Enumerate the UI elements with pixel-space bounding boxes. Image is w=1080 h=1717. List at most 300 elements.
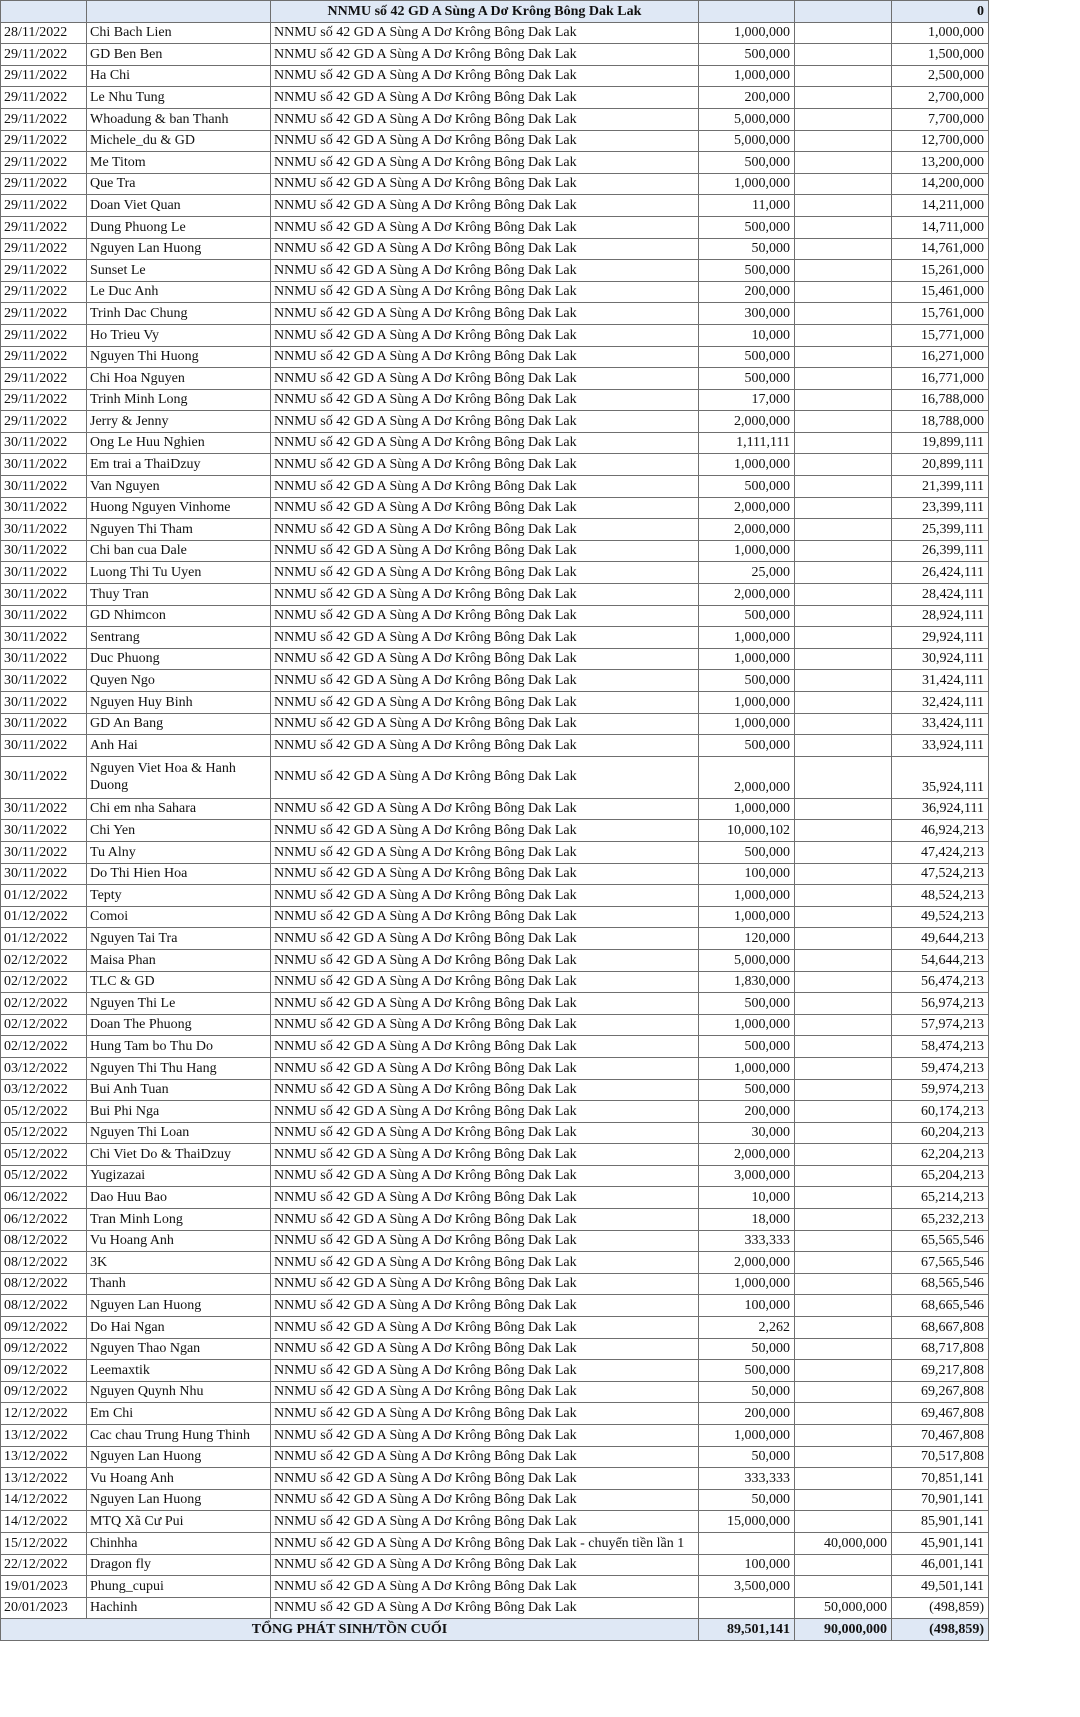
donor-name-cell: Nguyen Lan Huong	[87, 238, 271, 260]
table-row	[1, 411, 989, 433]
amount-in-cell: 5,000,000	[699, 949, 795, 971]
table-row	[1, 519, 989, 541]
table-row	[1, 1101, 989, 1123]
donor-name-cell: Phung_cupui	[87, 1576, 271, 1598]
amount-out-cell	[795, 108, 892, 130]
description-cell: NNMU số 42 GD A Sùng A Dơ Krông Bông Dak Lak	[271, 756, 699, 798]
table-row	[1, 195, 989, 217]
description-cell: NNMU số 42 GD A Sùng A Dơ Krông Bông Dak Lak	[271, 65, 699, 87]
amount-in-cell: 500,000	[699, 1079, 795, 1101]
description-cell: NNMU số 42 GD A Sùng A Dơ Krông Bông Dak Lak	[271, 627, 699, 649]
table-row	[1, 173, 989, 195]
amount-out-cell	[795, 454, 892, 476]
date-cell: 30/11/2022	[1, 562, 87, 584]
amount-in-cell: 500,000	[699, 1036, 795, 1058]
table-row	[1, 863, 989, 885]
amount-in-cell: 1,000,000	[699, 540, 795, 562]
opening-balance: 0	[892, 1, 989, 23]
donor-name-cell: GD Ben Ben	[87, 44, 271, 66]
donor-name-cell: Sunset Le	[87, 260, 271, 282]
table-row	[1, 756, 989, 798]
date-cell: 30/11/2022	[1, 497, 87, 519]
table-row	[1, 692, 989, 714]
amount-in-cell: 1,000,000	[699, 1014, 795, 1036]
amount-out-cell	[795, 1511, 892, 1533]
balance-cell: 70,901,141	[892, 1489, 989, 1511]
table-row	[1, 1230, 989, 1252]
description-cell: NNMU số 42 GD A Sùng A Dơ Krông Bông Dak Lak	[271, 1360, 699, 1382]
description-cell: NNMU số 42 GD A Sùng A Dơ Krông Bông Dak Lak	[271, 1144, 699, 1166]
table-row	[1, 735, 989, 757]
date-cell: 29/11/2022	[1, 44, 87, 66]
balance-cell: 16,271,000	[892, 346, 989, 368]
amount-out-cell	[795, 1489, 892, 1511]
donor-name-cell: Cac chau Trung Hung Thinh	[87, 1425, 271, 1447]
table-row	[1, 906, 989, 928]
date-cell: 01/12/2022	[1, 885, 87, 907]
donor-name-cell: Ha Chi	[87, 65, 271, 87]
amount-in-cell: 200,000	[699, 1403, 795, 1425]
donor-name-cell: Comoi	[87, 906, 271, 928]
table-row	[1, 648, 989, 670]
description-cell: NNMU số 42 GD A Sùng A Dơ Krông Bông Dak Lak	[271, 798, 699, 820]
balance-cell: 49,644,213	[892, 928, 989, 950]
amount-in-cell: 1,000,000	[699, 906, 795, 928]
table-row	[1, 1014, 989, 1036]
description-cell: NNMU số 42 GD A Sùng A Dơ Krông Bông Dak Lak	[271, 1446, 699, 1468]
table-row	[1, 1468, 989, 1490]
description-cell: NNMU số 42 GD A Sùng A Dơ Krông Bông Dak Lak	[271, 454, 699, 476]
balance-cell: 33,924,111	[892, 735, 989, 757]
amount-out-cell	[795, 949, 892, 971]
donor-name-cell: Nguyen Thi Tham	[87, 519, 271, 541]
table-row	[1, 1144, 989, 1166]
donor-name-cell: Do Thi Hien Hoa	[87, 863, 271, 885]
header-date-cell	[1, 1, 87, 23]
amount-out-cell	[795, 1079, 892, 1101]
date-cell: 14/12/2022	[1, 1489, 87, 1511]
description-cell: NNMU số 42 GD A Sùng A Dơ Krông Bông Dak Lak	[271, 1036, 699, 1058]
description-cell: NNMU số 42 GD A Sùng A Dơ Krông Bông Dak Lak	[271, 281, 699, 303]
date-cell: 06/12/2022	[1, 1209, 87, 1231]
table-row	[1, 627, 989, 649]
description-cell: NNMU số 42 GD A Sùng A Dơ Krông Bông Dak Lak	[271, 1209, 699, 1231]
amount-out-cell	[795, 1057, 892, 1079]
table-row	[1, 260, 989, 282]
donor-name-cell: Van Nguyen	[87, 476, 271, 498]
donor-name-cell: Vu Hoang Anh	[87, 1230, 271, 1252]
table-row	[1, 971, 989, 993]
amount-in-cell: 500,000	[699, 152, 795, 174]
amount-out-cell	[795, 1403, 892, 1425]
description-cell: NNMU số 42 GD A Sùng A Dơ Krông Bông Dak Lak	[271, 584, 699, 606]
description-cell: NNMU số 42 GD A Sùng A Dơ Krông Bông Dak Lak	[271, 670, 699, 692]
amount-out-cell	[795, 885, 892, 907]
donor-name-cell: Michele_du & GD	[87, 130, 271, 152]
amount-in-cell: 1,000,000	[699, 65, 795, 87]
balance-cell: 70,851,141	[892, 1468, 989, 1490]
header-in-cell	[699, 1, 795, 23]
description-cell: NNMU số 42 GD A Sùng A Dơ Krông Bông Dak Lak	[271, 1101, 699, 1123]
donor-name-cell: Tran Minh Long	[87, 1209, 271, 1231]
date-cell: 09/12/2022	[1, 1317, 87, 1339]
amount-in-cell: 500,000	[699, 346, 795, 368]
donor-name-cell: Thanh	[87, 1273, 271, 1295]
total-label: TỔNG PHÁT SINH/TỒN CUỐI	[1, 1619, 699, 1641]
balance-cell: 58,474,213	[892, 1036, 989, 1058]
date-cell: 15/12/2022	[1, 1532, 87, 1554]
donor-name-cell: GD An Bang	[87, 713, 271, 735]
description-cell: NNMU số 42 GD A Sùng A Dơ Krông Bông Dak Lak	[271, 1295, 699, 1317]
amount-out-cell	[795, 130, 892, 152]
donor-name-cell: Anh Hai	[87, 735, 271, 757]
donor-name-cell: Nguyen Viet Hoa & Hanh Duong	[87, 756, 271, 798]
balance-cell: 1,000,000	[892, 22, 989, 44]
amount-out-cell	[795, 1273, 892, 1295]
description-cell: NNMU số 42 GD A Sùng A Dơ Krông Bông Dak Lak	[271, 476, 699, 498]
amount-out-cell	[795, 346, 892, 368]
amount-in-cell: 2,000,000	[699, 411, 795, 433]
date-cell: 30/11/2022	[1, 519, 87, 541]
date-cell: 06/12/2022	[1, 1187, 87, 1209]
date-cell: 29/11/2022	[1, 303, 87, 325]
donor-name-cell: Ong Le Huu Nghien	[87, 432, 271, 454]
date-cell: 14/12/2022	[1, 1511, 87, 1533]
description-cell: NNMU số 42 GD A Sùng A Dơ Krông Bông Dak Lak	[271, 1425, 699, 1447]
amount-out-cell	[795, 841, 892, 863]
donor-name-cell: Dung Phuong Le	[87, 216, 271, 238]
amount-out-cell	[795, 303, 892, 325]
description-cell: NNMU số 42 GD A Sùng A Dơ Krông Bông Dak Lak	[271, 713, 699, 735]
table-row	[1, 1597, 989, 1619]
header-name-cell	[87, 1, 271, 23]
amount-in-cell: 500,000	[699, 368, 795, 390]
balance-cell: 7,700,000	[892, 108, 989, 130]
table-row	[1, 993, 989, 1015]
table-row	[1, 1079, 989, 1101]
description-cell: NNMU số 42 GD A Sùng A Dơ Krông Bông Dak Lak	[271, 1273, 699, 1295]
total-balance: (498,859)	[892, 1619, 989, 1641]
amount-in-cell: 500,000	[699, 260, 795, 282]
balance-cell: 65,565,546	[892, 1230, 989, 1252]
date-cell: 05/12/2022	[1, 1122, 87, 1144]
table-row	[1, 928, 989, 950]
amount-out-cell	[795, 1252, 892, 1274]
description-cell: NNMU số 42 GD A Sùng A Dơ Krông Bông Dak Lak	[271, 173, 699, 195]
amount-out-cell	[795, 1317, 892, 1339]
table-row	[1, 44, 989, 66]
amount-in-cell: 15,000,000	[699, 1511, 795, 1533]
donor-name-cell: Hung Tam bo Thu Do	[87, 1036, 271, 1058]
date-cell: 05/12/2022	[1, 1144, 87, 1166]
table-row	[1, 1446, 989, 1468]
donor-name-cell: Nguyen Lan Huong	[87, 1295, 271, 1317]
amount-out-cell	[795, 65, 892, 87]
table-row	[1, 65, 989, 87]
amount-out-cell	[795, 1144, 892, 1166]
donor-name-cell: Me Titom	[87, 152, 271, 174]
amount-in-cell: 1,000,000	[699, 1425, 795, 1447]
donor-name-cell: Do Hai Ngan	[87, 1317, 271, 1339]
balance-cell: 25,399,111	[892, 519, 989, 541]
balance-cell: 59,974,213	[892, 1079, 989, 1101]
date-cell: 30/11/2022	[1, 841, 87, 863]
balance-cell: 46,001,141	[892, 1554, 989, 1576]
description-cell: NNMU số 42 GD A Sùng A Dơ Krông Bông Dak Lak	[271, 152, 699, 174]
amount-out-cell	[795, 324, 892, 346]
description-cell: NNMU số 42 GD A Sùng A Dơ Krông Bông Dak Lak	[271, 238, 699, 260]
amount-in-cell: 500,000	[699, 670, 795, 692]
balance-cell: 67,565,546	[892, 1252, 989, 1274]
balance-cell: 56,474,213	[892, 971, 989, 993]
balance-cell: 26,399,111	[892, 540, 989, 562]
amount-in-cell: 2,000,000	[699, 756, 795, 798]
balance-cell: 2,700,000	[892, 87, 989, 109]
header-out-cell	[795, 1, 892, 23]
balance-cell: 60,204,213	[892, 1122, 989, 1144]
amount-out-cell	[795, 173, 892, 195]
amount-in-cell: 500,000	[699, 841, 795, 863]
amount-in-cell: 1,000,000	[699, 648, 795, 670]
balance-cell: 49,524,213	[892, 906, 989, 928]
balance-cell: 60,174,213	[892, 1101, 989, 1123]
donor-name-cell: Tepty	[87, 885, 271, 907]
amount-in-cell: 50,000	[699, 238, 795, 260]
description-cell: NNMU số 42 GD A Sùng A Dơ Krông Bông Dak Lak	[271, 1511, 699, 1533]
description-cell: NNMU số 42 GD A Sùng A Dơ Krông Bông Dak Lak	[271, 735, 699, 757]
donor-name-cell: Nguyen Thi Thu Hang	[87, 1057, 271, 1079]
amount-in-cell: 500,000	[699, 1360, 795, 1382]
table-row	[1, 1209, 989, 1231]
amount-out-cell	[795, 216, 892, 238]
description-cell: NNMU số 42 GD A Sùng A Dơ Krông Bông Dak Lak	[271, 1057, 699, 1079]
amount-out-cell	[795, 1295, 892, 1317]
date-cell: 29/11/2022	[1, 411, 87, 433]
table-row	[1, 152, 989, 174]
table-row	[1, 108, 989, 130]
amount-out-cell	[795, 993, 892, 1015]
description-cell: NNMU số 42 GD A Sùng A Dơ Krông Bông Dak Lak	[271, 692, 699, 714]
table-row	[1, 1338, 989, 1360]
table-row	[1, 1381, 989, 1403]
balance-cell: 23,399,111	[892, 497, 989, 519]
amount-out-cell	[795, 152, 892, 174]
balance-cell: 57,974,213	[892, 1014, 989, 1036]
header-row	[1, 1, 989, 23]
balance-cell: 32,424,111	[892, 692, 989, 714]
balance-cell: 65,204,213	[892, 1165, 989, 1187]
date-cell: 29/11/2022	[1, 65, 87, 87]
date-cell: 08/12/2022	[1, 1230, 87, 1252]
donor-name-cell: Hachinh	[87, 1597, 271, 1619]
date-cell: 13/12/2022	[1, 1468, 87, 1490]
amount-out-cell	[795, 1122, 892, 1144]
date-cell: 05/12/2022	[1, 1165, 87, 1187]
table-row	[1, 1489, 989, 1511]
amount-out-cell	[795, 1338, 892, 1360]
amount-in-cell: 11,000	[699, 195, 795, 217]
balance-cell: 65,232,213	[892, 1209, 989, 1231]
date-cell: 30/11/2022	[1, 454, 87, 476]
balance-cell: 36,924,111	[892, 798, 989, 820]
amount-in-cell: 1,000,000	[699, 713, 795, 735]
amount-out-cell	[795, 798, 892, 820]
description-cell: NNMU số 42 GD A Sùng A Dơ Krông Bông Dak Lak	[271, 993, 699, 1015]
amount-in-cell: 50,000	[699, 1489, 795, 1511]
amount-out-cell	[795, 1381, 892, 1403]
table-row	[1, 1122, 989, 1144]
description-cell: NNMU số 42 GD A Sùng A Dơ Krông Bông Dak Lak	[271, 1468, 699, 1490]
amount-in-cell: 2,000,000	[699, 497, 795, 519]
amount-in-cell: 1,000,000	[699, 692, 795, 714]
date-cell: 29/11/2022	[1, 281, 87, 303]
amount-out-cell	[795, 1101, 892, 1123]
date-cell: 30/11/2022	[1, 476, 87, 498]
description-cell: NNMU số 42 GD A Sùng A Dơ Krông Bông Dak Lak	[271, 605, 699, 627]
description-cell: NNMU số 42 GD A Sùng A Dơ Krông Bông Dak Lak	[271, 1338, 699, 1360]
amount-in-cell: 18,000	[699, 1209, 795, 1231]
amount-in-cell: 3,500,000	[699, 1576, 795, 1598]
amount-out-cell	[795, 1360, 892, 1382]
description-cell: NNMU số 42 GD A Sùng A Dơ Krông Bông Dak Lak	[271, 303, 699, 325]
amount-out-cell	[795, 1230, 892, 1252]
date-cell: 02/12/2022	[1, 1036, 87, 1058]
date-cell: 29/11/2022	[1, 324, 87, 346]
amount-out-cell	[795, 1187, 892, 1209]
table-row	[1, 389, 989, 411]
description-cell: NNMU số 42 GD A Sùng A Dơ Krông Bông Dak Lak	[271, 1230, 699, 1252]
table-row	[1, 1295, 989, 1317]
amount-out-cell	[795, 1014, 892, 1036]
donor-name-cell: Trinh Minh Long	[87, 389, 271, 411]
description-cell: NNMU số 42 GD A Sùng A Dơ Krông Bông Dak Lak	[271, 841, 699, 863]
donor-name-cell: Ho Trieu Vy	[87, 324, 271, 346]
balance-cell: 47,424,213	[892, 841, 989, 863]
amount-out-cell	[795, 1425, 892, 1447]
amount-out-cell	[795, 584, 892, 606]
amount-in-cell: 500,000	[699, 605, 795, 627]
amount-out-cell: 40,000,000	[795, 1532, 892, 1554]
total-row	[1, 1619, 989, 1641]
table-row	[1, 820, 989, 842]
table-row	[1, 885, 989, 907]
description-cell: NNMU số 42 GD A Sùng A Dơ Krông Bông Dak Lak	[271, 130, 699, 152]
date-cell: 30/11/2022	[1, 692, 87, 714]
description-cell: NNMU số 42 GD A Sùng A Dơ Krông Bông Dak Lak	[271, 368, 699, 390]
description-cell: NNMU số 42 GD A Sùng A Dơ Krông Bông Dak Lak	[271, 1165, 699, 1187]
table-row	[1, 584, 989, 606]
balance-cell: 19,899,111	[892, 432, 989, 454]
amount-out-cell	[795, 820, 892, 842]
balance-cell: 70,517,808	[892, 1446, 989, 1468]
date-cell: 12/12/2022	[1, 1403, 87, 1425]
amount-out-cell	[795, 1468, 892, 1490]
description-cell: NNMU số 42 GD A Sùng A Dơ Krông Bông Dak Lak	[271, 1079, 699, 1101]
amount-in-cell: 120,000	[699, 928, 795, 950]
table-row	[1, 540, 989, 562]
table-row	[1, 476, 989, 498]
date-cell: 02/12/2022	[1, 971, 87, 993]
donor-name-cell: Chi Hoa Nguyen	[87, 368, 271, 390]
amount-out-cell	[795, 648, 892, 670]
amount-in-cell: 17,000	[699, 389, 795, 411]
table-row	[1, 670, 989, 692]
amount-in-cell: 1,000,000	[699, 885, 795, 907]
amount-in-cell: 100,000	[699, 1295, 795, 1317]
amount-out-cell	[795, 605, 892, 627]
donor-name-cell: Vu Hoang Anh	[87, 1468, 271, 1490]
donor-name-cell: Nguyen Thao Ngan	[87, 1338, 271, 1360]
date-cell: 30/11/2022	[1, 735, 87, 757]
balance-cell: 68,717,808	[892, 1338, 989, 1360]
description-cell: NNMU số 42 GD A Sùng A Dơ Krông Bông Dak Lak	[271, 885, 699, 907]
amount-in-cell: 1,000,000	[699, 454, 795, 476]
table-row	[1, 216, 989, 238]
donor-name-cell: 3K	[87, 1252, 271, 1274]
table-row	[1, 1425, 989, 1447]
date-cell: 08/12/2022	[1, 1273, 87, 1295]
description-cell: NNMU số 42 GD A Sùng A Dơ Krông Bông Dak Lak	[271, 1576, 699, 1598]
amount-in-cell: 1,111,111	[699, 432, 795, 454]
amount-out-cell	[795, 1576, 892, 1598]
donor-name-cell: Yugizazai	[87, 1165, 271, 1187]
date-cell: 09/12/2022	[1, 1338, 87, 1360]
amount-in-cell: 50,000	[699, 1338, 795, 1360]
amount-in-cell: 2,000,000	[699, 584, 795, 606]
table-row	[1, 324, 989, 346]
table-row	[1, 1252, 989, 1274]
balance-cell: 68,667,808	[892, 1317, 989, 1339]
donor-name-cell: Sentrang	[87, 627, 271, 649]
donor-name-cell: Chi em nha Sahara	[87, 798, 271, 820]
amount-out-cell	[795, 971, 892, 993]
date-cell: 28/11/2022	[1, 22, 87, 44]
amount-in-cell	[699, 1597, 795, 1619]
date-cell: 01/12/2022	[1, 928, 87, 950]
balance-cell: 14,211,000	[892, 195, 989, 217]
amount-in-cell: 1,000,000	[699, 627, 795, 649]
balance-cell: 13,200,000	[892, 152, 989, 174]
balance-cell: 26,424,111	[892, 562, 989, 584]
donor-name-cell: Duc Phuong	[87, 648, 271, 670]
amount-in-cell: 300,000	[699, 303, 795, 325]
amount-in-cell: 1,000,000	[699, 173, 795, 195]
date-cell: 29/11/2022	[1, 152, 87, 174]
balance-cell: 16,788,000	[892, 389, 989, 411]
date-cell: 29/11/2022	[1, 260, 87, 282]
table-row	[1, 22, 989, 44]
amount-out-cell	[795, 670, 892, 692]
table-row	[1, 841, 989, 863]
balance-cell: 28,424,111	[892, 584, 989, 606]
date-cell: 30/11/2022	[1, 713, 87, 735]
description-cell: NNMU số 42 GD A Sùng A Dơ Krông Bông Dak Lak - chuyển tiền lần 1	[271, 1532, 699, 1554]
date-cell: 20/01/2023	[1, 1597, 87, 1619]
table-row	[1, 1187, 989, 1209]
balance-cell: 31,424,111	[892, 670, 989, 692]
amount-out-cell	[795, 713, 892, 735]
donor-name-cell: Maisa Phan	[87, 949, 271, 971]
date-cell: 05/12/2022	[1, 1101, 87, 1123]
donor-name-cell: Em trai a ThaiDzuy	[87, 454, 271, 476]
date-cell: 13/12/2022	[1, 1446, 87, 1468]
date-cell: 02/12/2022	[1, 949, 87, 971]
amount-out-cell	[795, 432, 892, 454]
balance-cell: 68,565,546	[892, 1273, 989, 1295]
donor-name-cell: Jerry & Jenny	[87, 411, 271, 433]
donor-name-cell: Le Nhu Tung	[87, 87, 271, 109]
balance-cell: 15,261,000	[892, 260, 989, 282]
